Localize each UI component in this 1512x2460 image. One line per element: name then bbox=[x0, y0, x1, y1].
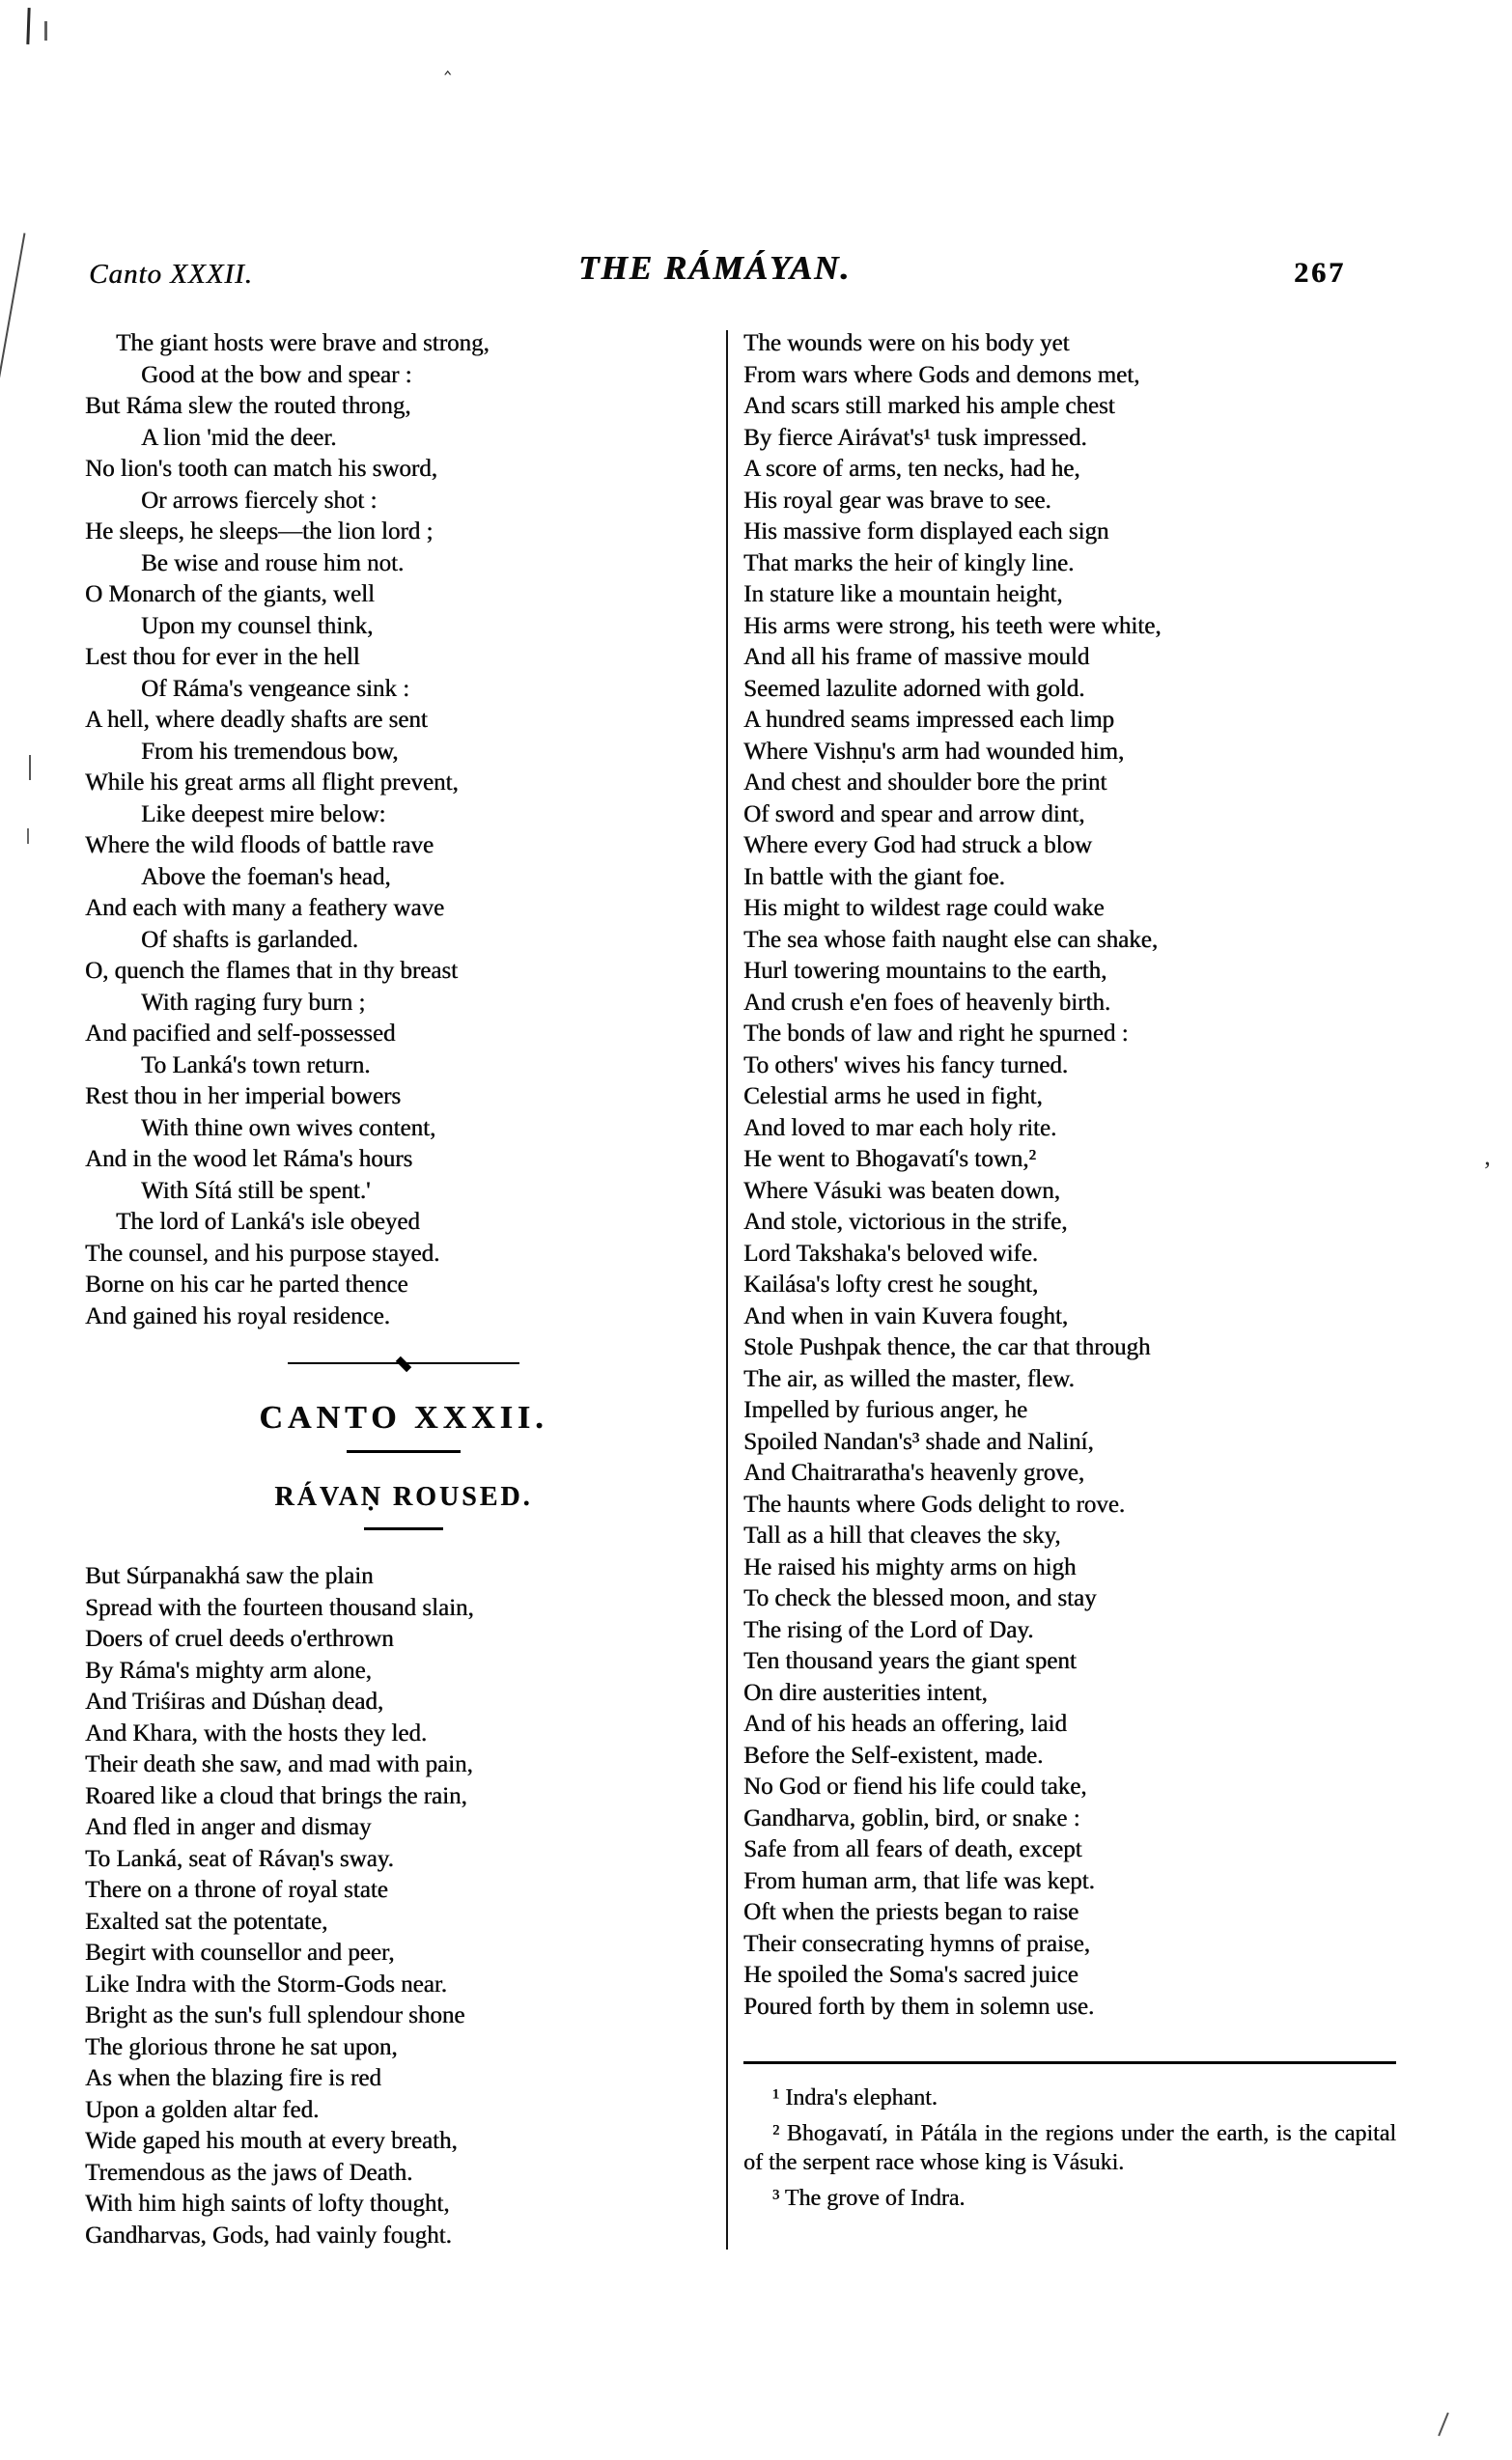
verse-line: In battle with the giant foe. bbox=[743, 863, 1005, 890]
verse-line: While his great arms all flight prevent, bbox=[85, 769, 459, 796]
verse-line: Spread with the fourteen thousand slain, bbox=[85, 1594, 474, 1621]
verse-line: He spoiled the Soma's sacred juice bbox=[743, 1962, 1078, 1988]
verse-line: A hell, where deadly shafts are sent bbox=[85, 707, 428, 733]
verse-line: O Monarch of the giants, well bbox=[85, 581, 375, 607]
verse-line: The lord of Lanká's isle obeyed bbox=[116, 1209, 420, 1235]
footnotes bbox=[743, 2083, 1396, 2213]
verse-line: Safe from all fears of death, except bbox=[743, 1836, 1082, 1862]
verse-line: And pacified and self-possessed bbox=[85, 1020, 396, 1047]
verse-line: Their consecrating hymns of praise, bbox=[743, 1930, 1090, 1957]
verse-line: A lion 'mid the deer. bbox=[141, 424, 337, 451]
verse-line: Like deepest mire below: bbox=[141, 800, 386, 827]
verse-line: Spoiled Nandan's³ shade and Naliní, bbox=[743, 1428, 1094, 1455]
verse-line: And fled in anger and dismay bbox=[85, 1814, 372, 1840]
verse-line: Good at the bow and spear : bbox=[141, 361, 412, 388]
verse-line: With Sítá still be spent.' bbox=[141, 1177, 371, 1204]
verse-line: And when in vain Kuvera fought, bbox=[743, 1302, 1069, 1329]
heading-rule bbox=[347, 1450, 461, 1453]
verse-line: His might to wildest rage could wake bbox=[743, 895, 1105, 921]
verse-line: And chest and shoulder bore the print bbox=[743, 769, 1107, 796]
verse-line: Bright as the sun's full splendour shone bbox=[85, 2002, 465, 2028]
verse-line: Tremendous as the jaws of Death. bbox=[85, 2159, 413, 2186]
verse-line: Upon my counsel think, bbox=[141, 612, 374, 639]
footnote: ¹ Indra's elephant. bbox=[772, 2085, 938, 2111]
verse-line: He raised his mighty arms on high bbox=[743, 1553, 1077, 1580]
verse-line: From human arm, that life was kept. bbox=[743, 1867, 1095, 1894]
verse-line: A hundred seams impressed each limp bbox=[743, 707, 1114, 733]
verse-line: Be wise and rouse him not. bbox=[141, 549, 405, 576]
verse-line: The counsel, and his purpose stayed. bbox=[85, 1240, 440, 1267]
verse-line: And Triśiras and Dúshaṇ dead, bbox=[85, 1689, 384, 1715]
verse-line: There on a throne of royal state bbox=[85, 1877, 388, 1903]
verse-line: Celestial arms he used in fight, bbox=[743, 1083, 1043, 1109]
verse-line: From wars where Gods and demons met, bbox=[743, 361, 1140, 388]
verse-line: The sea whose faith naught else can shake, bbox=[743, 926, 1159, 953]
tailpiece-ornament bbox=[288, 1357, 519, 1369]
right-column bbox=[743, 328, 1396, 2213]
verse-line: Roared like a cloud that brings the rain, bbox=[85, 1782, 467, 1809]
verse-line: Stole Pushpak thence, the car that through bbox=[743, 1334, 1151, 1360]
verse-line: And Khara, with the hosts they led. bbox=[85, 1719, 428, 1747]
verse-line: Borne on his car he parted thence bbox=[85, 1272, 408, 1298]
verse-line: With him high saints of lofty thought, bbox=[85, 2191, 450, 2217]
verse-line: Where Vásuki was beaten down, bbox=[743, 1177, 1060, 1204]
verse-line: And loved to mar each holy rite. bbox=[743, 1114, 1057, 1141]
verse-line: The bonds of law and right he spurned : bbox=[743, 1020, 1129, 1047]
verse-line: And each with many a feathery wave bbox=[85, 895, 445, 921]
subheading-rule bbox=[364, 1527, 443, 1530]
verse-line: Ten thousand years the giant spent bbox=[743, 1648, 1077, 1674]
verse-line: To check the blessed moon, and stay bbox=[743, 1585, 1097, 1611]
right-column-verse bbox=[743, 328, 1396, 2023]
verse-line: No lion's tooth can match his sword, bbox=[85, 456, 437, 482]
canto-heading: CANTO XXXII. bbox=[259, 1400, 548, 1436]
running-head-canto-label: Canto XXXII. bbox=[89, 259, 253, 290]
verse-line: Of shafts is garlanded. bbox=[141, 926, 358, 953]
scan-artifact-tick bbox=[44, 21, 47, 41]
verse-line: Poured forth by them in solemn use. bbox=[743, 1993, 1095, 2020]
verse-line: In stature like a mountain height, bbox=[743, 581, 1063, 607]
verse-line: His royal gear was brave to see. bbox=[743, 487, 1051, 514]
verse-line: Of Ráma's vengeance sink : bbox=[141, 675, 410, 702]
scan-artifact-mark: ‸ bbox=[444, 50, 452, 74]
verse-line: The haunts where Gods delight to rove. bbox=[743, 1491, 1126, 1518]
verse-line: With raging fury burn ; bbox=[141, 989, 366, 1016]
verse-line: From his tremendous bow, bbox=[141, 738, 399, 765]
verse-line: Upon a golden altar fed. bbox=[85, 2096, 320, 2123]
verse-line: Lord Takshaka's beloved wife. bbox=[743, 1240, 1038, 1267]
verse-line: But Súrpanakhá saw the plain bbox=[85, 1563, 374, 1589]
verse-line: To others' wives his fancy turned. bbox=[743, 1051, 1069, 1078]
verse-line: The glorious throne he sat upon, bbox=[85, 2033, 398, 2060]
verse-line: The giant hosts were brave and strong, bbox=[116, 330, 490, 356]
verse-line: O, quench the flames that in thy breast bbox=[85, 958, 458, 984]
canto-subheading: RÁVAṆ ROUSED. bbox=[274, 1482, 533, 1512]
verse-line: Oft when the priests began to raise bbox=[743, 1899, 1079, 1925]
verse-line: Tall as a hill that cleaves the sky, bbox=[743, 1523, 1061, 1549]
verse-line: To Lanká's town return. bbox=[141, 1051, 371, 1078]
page-number: 267 bbox=[1294, 257, 1346, 289]
verse-line: The wounds were on his body yet bbox=[743, 330, 1070, 356]
verse-line: As when the blazing fire is red bbox=[85, 2065, 381, 2091]
verse-line: And all his frame of massive mould bbox=[743, 644, 1090, 670]
verse-line: The rising of the Lord of Day. bbox=[743, 1616, 1034, 1643]
verse-line: Wide gaped his mouth at every breath, bbox=[85, 2128, 458, 2154]
verse-line: And stole, victorious in the strife, bbox=[743, 1209, 1068, 1235]
verse-line: Doers of cruel deeds o'erthrown bbox=[85, 1626, 394, 1652]
footnote: ² Bhogavatí, in Pátála in the regions under the earth, is the capital of the serpent race whose king is Vásuki. bbox=[743, 2121, 1396, 2175]
verse-line: Their death she saw, and mad with pain, bbox=[85, 1751, 473, 1777]
verse-line: On dire austerities intent, bbox=[743, 1679, 988, 1706]
verse-line: Of sword and spear and arrow dint, bbox=[743, 800, 1085, 827]
verse-line: And scars still marked his ample chest bbox=[743, 393, 1115, 419]
verse-line: Or arrows fiercely shot : bbox=[141, 487, 378, 514]
verse-line: By Ráma's mighty arm alone, bbox=[85, 1657, 372, 1684]
verse-line: His massive form displayed each sign bbox=[743, 518, 1109, 545]
running-head-book-title: THE RÁMÁYAN. bbox=[577, 249, 851, 287]
left-column bbox=[85, 328, 722, 2251]
verse-line: A score of arms, ten necks, had he, bbox=[743, 456, 1080, 482]
verse-line: Above the foeman's head, bbox=[141, 863, 391, 890]
verse-line: Exalted sat the potentate, bbox=[85, 1908, 328, 1935]
scan-artifact-mark: ’ bbox=[1483, 1157, 1492, 1185]
verse-line: The air, as willed the master, flew. bbox=[743, 1365, 1075, 1392]
verse-line: That marks the heir of kingly line. bbox=[743, 549, 1075, 576]
verse-line: But Ráma slew the routed throng, bbox=[85, 393, 411, 419]
verse-line: To Lanká, seat of Rávaṇ's sway. bbox=[85, 1845, 394, 1872]
verse-line: With thine own wives content, bbox=[141, 1114, 436, 1141]
verse-line: He sleeps, he sleeps—the lion lord ; bbox=[85, 518, 434, 545]
left-column-stanza bbox=[85, 328, 722, 1332]
verse-line: And Chaitraratha's heavenly grove, bbox=[743, 1460, 1084, 1486]
verse-line: Where every God had struck a blow bbox=[743, 832, 1092, 858]
scan-artifact-tick bbox=[29, 755, 31, 780]
verse-line: Impelled by furious anger, he bbox=[743, 1397, 1028, 1423]
verse-line: He went to Bhogavatí's town,² bbox=[743, 1146, 1036, 1172]
verse-line: Begirt with counsellor and peer, bbox=[85, 1940, 395, 1966]
verse-line: Seemed lazulite adorned with gold. bbox=[743, 675, 1085, 702]
verse-line: Gandharvas, Gods, had vainly fought. bbox=[85, 2222, 452, 2249]
scan-artifact-tick bbox=[27, 828, 29, 844]
verse-line: Where the wild floods of battle rave bbox=[85, 832, 434, 858]
verse-line: Rest thou in her imperial bowers bbox=[85, 1083, 402, 1109]
verse-line: Where Vishṇu's arm had wounded him, bbox=[743, 738, 1125, 765]
verse-line: By fierce Airávat's¹ tusk impressed. bbox=[743, 424, 1087, 451]
column-divider-rule bbox=[726, 330, 728, 2250]
footnote: ³ The grove of Indra. bbox=[772, 2186, 966, 2211]
verse-line: His arms were strong, his teeth were white, bbox=[743, 612, 1162, 639]
footnote-rule bbox=[743, 2061, 1396, 2064]
verse-line: Kailása's lofty crest he sought, bbox=[743, 1272, 1039, 1298]
verse-line: And in the wood let Ráma's hours bbox=[85, 1146, 413, 1172]
verse-line: Lest thou for ever in the hell bbox=[85, 644, 360, 670]
verse-line: And crush e'en foes of heavenly birth. bbox=[743, 989, 1111, 1016]
canto-opening-verse bbox=[85, 1561, 722, 2251]
scan-artifact-tick bbox=[1438, 2413, 1449, 2437]
scan-artifact-tick bbox=[26, 8, 30, 44]
verse-line: No God or fiend his life could take, bbox=[743, 1774, 1087, 1800]
running-head bbox=[0, 249, 1512, 297]
verse-line: Hurl towering mountains to the earth, bbox=[743, 958, 1107, 984]
verse-line: Gandharva, goblin, bird, or snake : bbox=[743, 1804, 1080, 1831]
verse-line: And of his heads an offering, laid bbox=[743, 1711, 1067, 1737]
verse-line: Before the Self-existent, made. bbox=[743, 1742, 1044, 1769]
verse-line: Like Indra with the Storm-Gods near. bbox=[85, 1971, 447, 1998]
verse-line: And gained his royal residence. bbox=[85, 1302, 390, 1329]
